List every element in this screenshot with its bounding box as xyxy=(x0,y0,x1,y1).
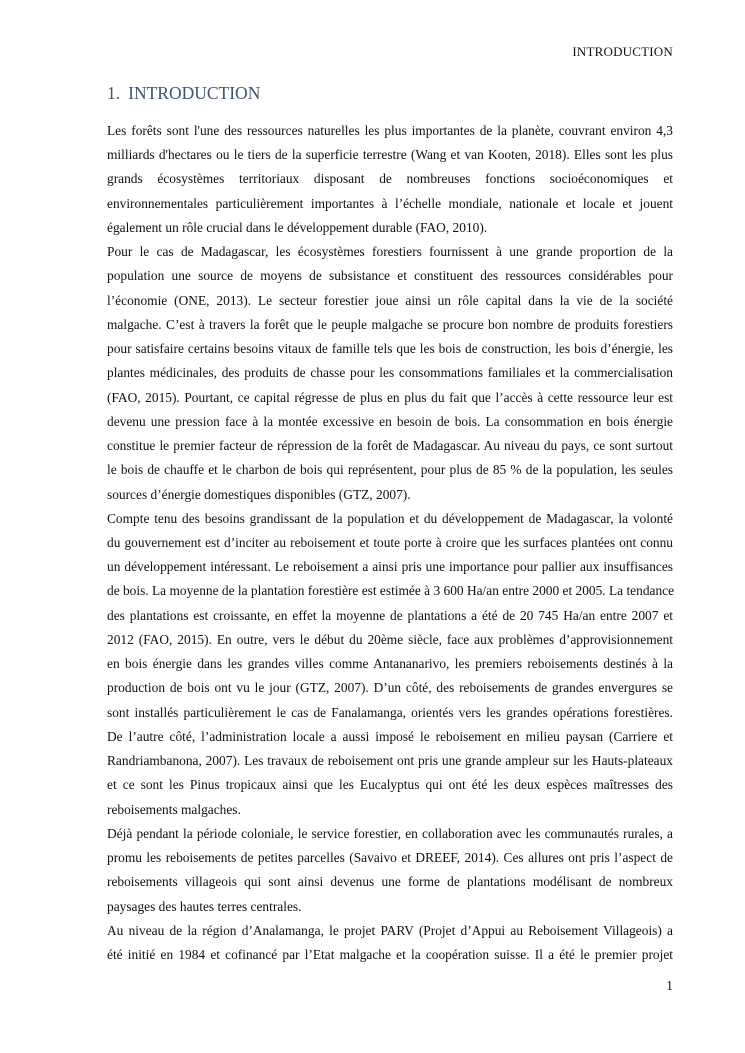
text-line: 2012 (FAO, 2015). En outre, vers le début du 20ème siècle, face aux problèmes d’approvisionnement xyxy=(107,631,673,647)
text-line: reboisements malgaches. xyxy=(107,801,241,817)
paragraph xyxy=(107,507,673,822)
text-line: pour satisfaire certains besoins vitaux de famille tels que les bois de construction, les bois d’énergie, les xyxy=(107,341,673,357)
text-line: Randriambanona, 2007). Les travaux de reboisement ont pris une grande ampleur sur les Hauts-plateaux xyxy=(107,753,673,769)
text-line: environnementales particulièrement importantes à l’échelle mondiale, nationale et locale et jouent xyxy=(107,195,673,211)
paragraph xyxy=(107,240,673,507)
section-heading xyxy=(107,83,260,104)
text-line: devenu une pression face à la montée excessive en besoin de bois. La consommation en bois énergie xyxy=(107,413,673,429)
text-line: milliards d'hectares ou le tiers de la superficie terrestre (Wang et van Kooten, 2018). Elles sont les plus xyxy=(107,147,673,163)
text-line: Au niveau de la région d’Analamanga, le projet PARV (Projet d’Appui au Reboisement Villageois) a xyxy=(107,922,673,938)
text-line: De l’autre côté, l’administration locale a aussi imposé le reboisement en milieu paysan (Carriere et xyxy=(107,728,673,744)
section-title: INTRODUCTION xyxy=(128,83,261,103)
page-number: 1 xyxy=(666,978,673,993)
text-line: constitue le premier facteur de répression de la forêt de Madagascar. Au niveau du pays, ce sont surtout xyxy=(107,438,673,454)
section-number: 1. xyxy=(107,83,121,103)
text-line: de bois. La moyenne de la plantation forestière est estimée à 3 600 Ha/an entre 2000 et 2005. La tendance xyxy=(107,583,675,599)
text-line: promu les reboisements de petites parcelles (Savaivo et DREEF, 2014). Ces allures ont pris l’aspect de xyxy=(107,850,673,866)
paragraph xyxy=(107,822,673,919)
text-line: sont installés particulièrement le cas de Fanalamanga, orientés vers les grandes opérations forestières. xyxy=(107,704,673,720)
text-line: du gouvernement est d’inciter au reboisement et toute porte à croire que les surfaces plantées ont connu xyxy=(107,534,673,550)
paragraph xyxy=(107,119,673,240)
text-line: en bois énergie dans les grandes villes comme Antananarivo, les premiers reboisements destinés à la xyxy=(107,656,673,672)
text-line: reboisements villageois qui sont ainsi devenus une forme de plantations modélisant de nombreux xyxy=(107,874,673,890)
text-line: un développement intéressant. Le reboisement a ainsi pris une importance pour pallier aux insuffisances xyxy=(107,559,673,575)
text-line: sources d’énergie domestiques disponibles (GTZ, 2007). xyxy=(107,486,411,502)
body-text xyxy=(107,119,673,967)
text-line: plantes médicinales, des produits de chasse pour les consommations familiales et la commercialisation xyxy=(107,365,673,381)
text-line: Les forêts sont l'une des ressources naturelles les plus importantes de la planète, couvrant environ 4,3 xyxy=(107,123,673,138)
text-line: également un rôle crucial dans le développement durable (FAO, 2010). xyxy=(107,219,488,235)
text-line: Déjà pendant la période coloniale, le service forestier, en collaboration avec les communautés rurales, a xyxy=(107,825,673,841)
text-line: l’économie (ONE, 2013). Le secteur forestier joue ainsi un rôle capital dans la vie de la société xyxy=(107,292,673,308)
text-line: et ce sont les Pinus tropicaux ainsi que les Eucalyptus qui ont été les deux espèces maîtresses des xyxy=(107,777,673,793)
text-line: population une source de moyens de subsistance et constituent des ressources considérables pour xyxy=(107,268,673,284)
text-line: été initié en 1984 et cofinancé par l’Etat malgache et la coopération suisse. Il a été le premier projet xyxy=(107,946,673,962)
text-line: (FAO, 2015). Pourtant, ce capital régresse de plus en plus du fait que l’accès à cette ressource leur est xyxy=(107,389,673,405)
text-line: grands écosystèmes territoriaux disposant de nombreuses fonctions socioéconomiques et xyxy=(107,171,673,187)
text-line: le bois de chauffe et le charbon de bois qui représentent, pour plus de 85 % de la population, les seules xyxy=(107,462,673,478)
text-line: Pour le cas de Madagascar, les écosystèmes forestiers fournissent à une grande proportion de la xyxy=(107,244,673,260)
text-line: malgache. C’est à travers la forêt que le peuple malgache se procure bon nombre de produits forestiers xyxy=(107,316,673,332)
text-line: Compte tenu des besoins grandissant de la population et du développement de Madagascar, la volonté xyxy=(107,510,673,526)
paragraph xyxy=(107,919,673,967)
text-line: paysages des hautes terres centrales. xyxy=(107,898,302,914)
running-header: INTRODUCTION xyxy=(572,44,673,59)
text-line: production de bois ont vu le jour (GTZ, 2007). D’un côté, des reboisements de grandes envergures se xyxy=(107,680,673,696)
text-line: des plantations est croissante, en effet la moyenne de plantations a été de 20 745 Ha/an entre 2007 et xyxy=(107,607,673,623)
